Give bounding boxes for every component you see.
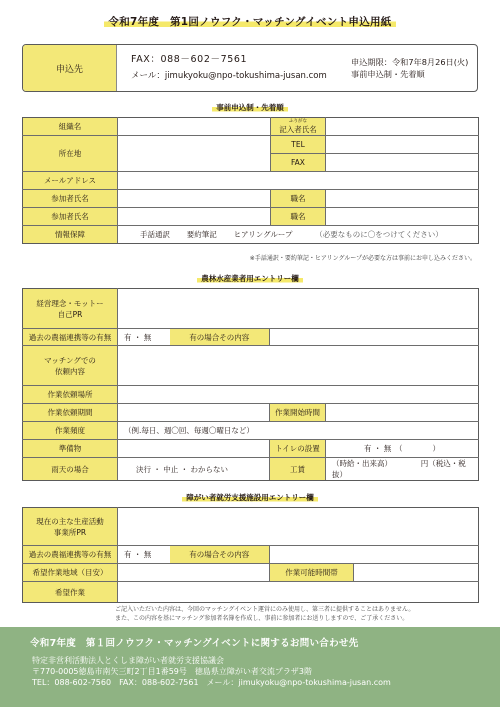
available-time-label: 作業可能時間帯 xyxy=(270,564,354,582)
tel-label: TEL xyxy=(271,136,326,154)
org-input[interactable] xyxy=(118,118,271,136)
application-order: 事前申込制・先着順 xyxy=(351,69,425,79)
application-label: 申込先 xyxy=(23,45,117,91)
position2-input[interactable] xyxy=(326,208,479,226)
application-mail[interactable]: メール：jimukyoku@npo-tokushima-jusan.com xyxy=(131,71,327,81)
current-activity-input[interactable] xyxy=(118,508,479,546)
position1-input[interactable] xyxy=(326,190,479,208)
section2-heading: 農林水産業者用エントリー欄 xyxy=(0,273,500,284)
ruby-label: ふりがな xyxy=(289,118,307,124)
facility-if-yes-input[interactable] xyxy=(270,546,479,564)
section3-heading: 障がい者就労支援施設用エントリー欄 xyxy=(0,492,500,503)
participant2-label: 参加者氏名 xyxy=(23,208,118,226)
work-place-label: 作業依頼場所 xyxy=(23,386,118,404)
info-support-label: 情報保障 xyxy=(23,226,118,244)
philosophy-input[interactable] xyxy=(118,289,479,329)
area-input[interactable] xyxy=(118,564,270,582)
current-activity-label: 現在の主な生産活動 事業所PR xyxy=(23,508,118,546)
start-time-input[interactable] xyxy=(326,404,479,422)
request-label: マッチングでの 依頼内容 xyxy=(23,346,118,386)
work-period-input[interactable] xyxy=(118,404,270,422)
facility-entry-table xyxy=(22,507,479,603)
farmer-yes-no[interactable]: 有 ・ 無 xyxy=(118,329,170,346)
contact-footer xyxy=(0,627,500,707)
rain-label: 雨天の場合 xyxy=(23,458,118,481)
participant1-input[interactable] xyxy=(118,190,271,208)
info-support-note: （必要なものに〇をつけてください） xyxy=(315,230,443,239)
participant2-input[interactable] xyxy=(118,208,271,226)
footer-address: 〒770-0005徳島市南矢三町2丁目1番59号 徳島県立障がい者交流プラザ3階 xyxy=(32,667,312,676)
application-deadline-block xyxy=(351,45,477,91)
available-time-input[interactable] xyxy=(354,564,479,582)
position1-label: 職名 xyxy=(271,190,326,208)
frequency-input[interactable]: （例.毎日、週〇回、毎週〇曜日など） xyxy=(118,422,479,440)
footer-org: 特定非営利活動法人とくしま障がい者就労支援協議会 xyxy=(32,656,224,665)
info-support-footnote: ※手話通訳・要約筆記・ヒアリングループが必要な方は事前にお申し込みください。 xyxy=(249,255,476,262)
address-input[interactable] xyxy=(118,136,271,172)
toilet-input[interactable]: 有 ・ 無 （ ） xyxy=(326,440,479,458)
info-support-options xyxy=(118,226,479,244)
farmer-if-yes-label: 有の場合その内容 xyxy=(170,329,270,346)
application-fax: FAX：088－602－7561 xyxy=(131,54,248,65)
org-label: 組織名 xyxy=(23,118,118,136)
philosophy-label: 経営理念・モットー 自己PR xyxy=(23,289,118,329)
facility-if-yes-label: 有の場合その内容 xyxy=(170,546,270,564)
option-hearing-loop[interactable]: ヒアリングループ xyxy=(233,230,293,239)
application-destination-box xyxy=(22,44,478,92)
farmer-entry-table xyxy=(22,288,479,481)
footer-contact: TEL：088-602-7560 FAX：088-602-7561 メール：jimukyoku@npo-tokushima-jusan.com xyxy=(32,678,391,687)
start-time-label: 作業開始時間 xyxy=(270,404,326,422)
address-label: 所在地 xyxy=(23,136,118,172)
items-label: 準備物 xyxy=(23,440,118,458)
tel-input[interactable] xyxy=(326,136,479,154)
fax-label: FAX xyxy=(271,154,326,172)
wage-input[interactable]: （時給・出来高） 円（税込・税抜） xyxy=(326,458,479,481)
application-deadline: 申込期限：令和7年8月26日(火) xyxy=(351,57,469,67)
area-label: 希望作業地域（目安） xyxy=(23,564,118,582)
page-title: 令和7年度 第1回ノウフク・マッチングイベント申込用紙 xyxy=(0,14,500,29)
frequency-label: 作業頻度 xyxy=(23,422,118,440)
farmer-if-yes-input[interactable] xyxy=(270,329,479,346)
option-summary-writing[interactable]: 要約筆記 xyxy=(186,230,217,239)
application-contact xyxy=(117,45,351,91)
footer-title: 令和7年度 第１回ノウフク・マッチングイベントに関するお問い合わせ先 xyxy=(30,638,359,649)
wage-label: 工賃 xyxy=(270,458,326,481)
request-input[interactable] xyxy=(118,346,479,386)
facility-past-label: 過去の農福連携等の有無 xyxy=(23,546,118,564)
participant-table xyxy=(22,117,479,244)
participant1-label: 参加者氏名 xyxy=(23,190,118,208)
privacy-footnote: ご記入いただいた内容は、今回のマッチングイベント運営にのみ使用し、第三者に提供することはありません。 また、この内容を基にマッチング参加者名簿を作成し、事前に参加者にお送りしますので、ご了承ください。 xyxy=(115,606,415,622)
desired-work-input[interactable] xyxy=(118,582,479,603)
option-sign-language[interactable]: 手話通訳 xyxy=(140,230,170,239)
position2-label: 職名 xyxy=(271,208,326,226)
writer-input[interactable] xyxy=(326,118,479,136)
email-label: メールアドレス xyxy=(23,172,118,190)
work-period-label: 作業依頼期間 xyxy=(23,404,118,422)
items-input[interactable] xyxy=(118,440,270,458)
rain-input[interactable]: 決行 ・ 中止 ・ わからない xyxy=(118,458,270,481)
writer-label: ふりがな 記入者氏名 xyxy=(271,118,326,136)
email-input[interactable] xyxy=(118,172,479,190)
desired-work-label: 希望作業 xyxy=(23,582,118,603)
toilet-label: トイレの設置 xyxy=(270,440,326,458)
section1-heading: 事前申込制・先着順 xyxy=(0,102,500,113)
facility-yes-no[interactable]: 有 ・ 無 xyxy=(118,546,170,564)
farmer-past-label: 過去の農福連携等の有無 xyxy=(23,329,118,346)
work-place-input[interactable] xyxy=(118,386,479,404)
fax-input[interactable] xyxy=(326,154,479,172)
